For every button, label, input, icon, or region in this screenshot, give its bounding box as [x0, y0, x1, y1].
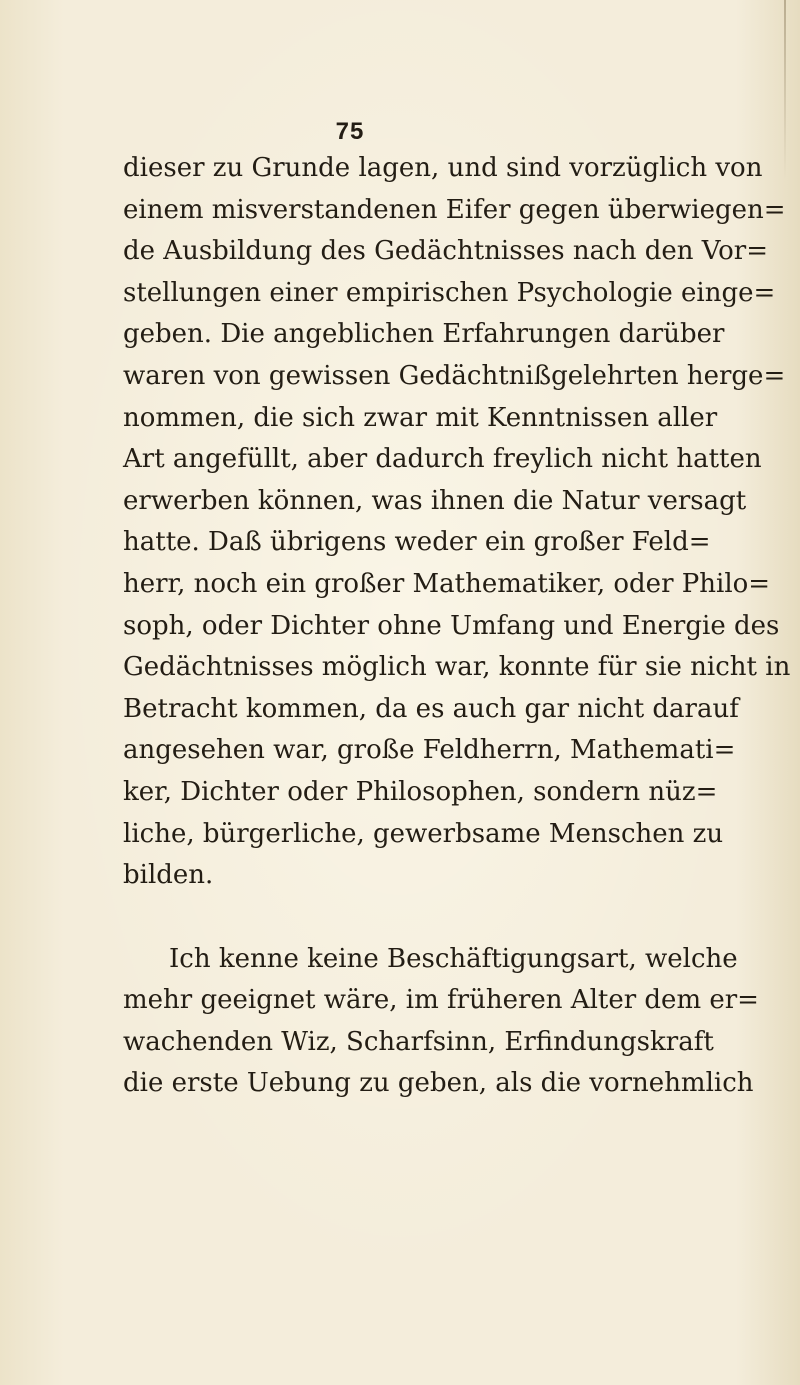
- paragraph-1: [123, 148, 791, 897]
- text-line: Gedächtnisses möglich war, konnte für sie nicht in: [123, 652, 791, 683]
- text-line: stellungen einer empirischen Psychologie einge=: [123, 277, 776, 308]
- text-line: ker, Dichter oder Philosophen, sondern nüz=: [123, 776, 718, 807]
- text-line: de Ausbildung des Gedächtnisses nach den Vor=: [123, 236, 769, 267]
- text-line: soph, oder Dichter ohne Umfang und Energie des: [123, 610, 780, 641]
- text-line: geben. Die angeblichen Erfahrungen darüber: [123, 319, 725, 350]
- text-line: dieser zu Grunde lagen, und sind vorzüglich von: [123, 153, 763, 183]
- page-number: 75: [335, 118, 365, 145]
- text-line: wachenden Wiz, Scharfsinn, Erfindungskraft: [123, 1026, 714, 1057]
- paragraph-2: [123, 939, 759, 1105]
- text-line: Ich kenne keine Beschäftigungsart, welche: [169, 943, 738, 974]
- text-line: erwerben können, was ihnen die Natur versagt: [123, 485, 747, 516]
- text-line: hatte. Daß übrigens weder ein großer Feld=: [123, 527, 711, 558]
- paragraph-gap: [123, 897, 678, 939]
- text-line: angesehen war, große Feldherrn, Mathemati=: [123, 735, 736, 766]
- text-line: nommen, die sich zwar mit Kenntnissen aller: [123, 402, 718, 433]
- text-line: bilden.: [123, 860, 214, 891]
- text-line: Art angefüllt, aber dadurch freylich nicht hatten: [123, 444, 762, 475]
- text-line: mehr geeignet wäre, im früheren Alter dem er=: [123, 985, 759, 1016]
- text-line: die erste Uebung zu geben, als die vornehmlich: [123, 1068, 754, 1099]
- text-line: waren von gewissen Gedächtnißgelehrten herge=: [123, 360, 786, 391]
- text-line: einem misverstandenen Eifer gegen überwiegen=: [123, 194, 786, 225]
- page-edge-shadow: [784, 0, 786, 180]
- body-text: [123, 148, 791, 1105]
- text-line: herr, noch ein großer Mathematiker, oder Philo=: [123, 568, 771, 599]
- text-line: liche, bürgerliche, gewerbsame Menschen zu: [123, 818, 724, 849]
- text-line: Betracht kommen, da es auch gar nicht darauf: [123, 693, 739, 724]
